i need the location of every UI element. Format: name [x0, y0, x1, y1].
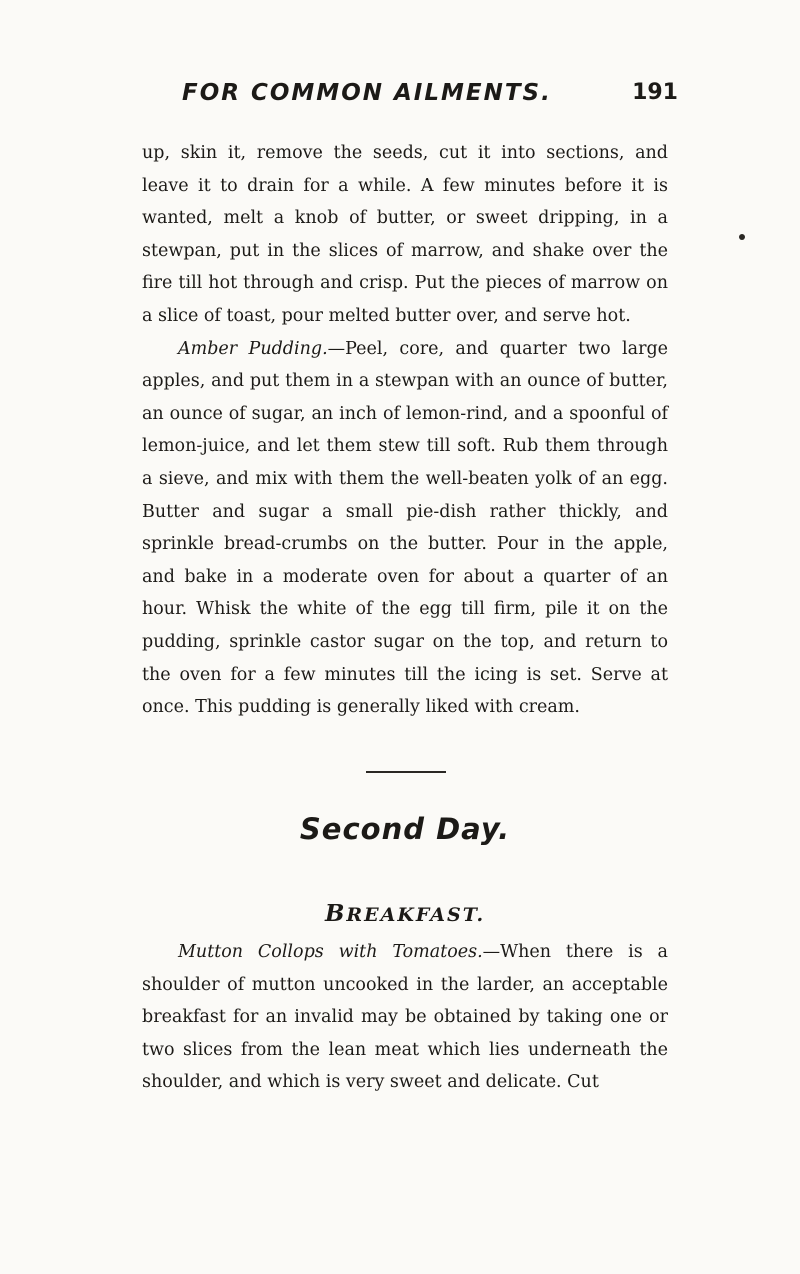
text-block-top — [142, 137, 668, 724]
meal-heading-initial: B — [324, 900, 347, 927]
section-divider — [366, 771, 446, 773]
meal-heading-rest: REAKFAST. — [346, 904, 486, 926]
text-block-bottom — [142, 936, 668, 1099]
margin-ink-mark — [739, 234, 745, 240]
meal-heading — [142, 900, 668, 927]
recipe-body-amber-pudding: —Peel, core, and quarter two large apples, and put them in a stewpan with an ounce of butter, an ounce of sugar, an inch of lemon-rind, and a spoonful of lemon-juice, and let them stew till soft. Rub them through a sieve, and mix with them the well-beaten yolk of an egg. Butter and sugar a small pie-dish rather thickly, and sprinkle bread-crumbs on the butter. Pour in the apple, and bake in a moderate oven for about a quarter of an hour. Whisk the white of the egg till firm, pile it on the pudding, sprinkle castor sugar on the top, and return to the oven for a few minutes till the icing is set. Serve at once. This pudding is generally liked with cream. — [142, 338, 668, 718]
running-title: FOR COMMON AILMENTS. — [182, 80, 552, 106]
running-head — [142, 80, 684, 120]
recipe-title-mutton-collops: Mutton Collops with Tomatoes. — [178, 942, 483, 962]
paragraph-marrow-continued: up, skin it, remove the seeds, cut it into sections, and leave it to drain for a while. A few minutes before it is wanted, melt a knob of butter, or sweet dripping, in a stewpan, put in the slices of marrow, and shake over the fire till hot through and crisp. Put the pieces of marrow on a slice of toast, pour melted butter over, and serve hot. — [142, 143, 668, 326]
paragraph-amber-pudding — [142, 333, 668, 724]
section-title: Second Day. — [299, 812, 511, 846]
page-number: 191 — [632, 80, 678, 105]
recipe-title-amber-pudding: Amber Pudding. — [178, 338, 328, 359]
paragraph-mutton-collops — [142, 936, 668, 1099]
recipe-body-mutton-collops: —When there is a shoulder of mutton uncooked in the larder, an acceptable breakfast for an invalid may be obtained by taking one or two slices from the lean meat which lies underneath the shoulder, and which is very sweet and delicate. Cut — [142, 942, 668, 1093]
